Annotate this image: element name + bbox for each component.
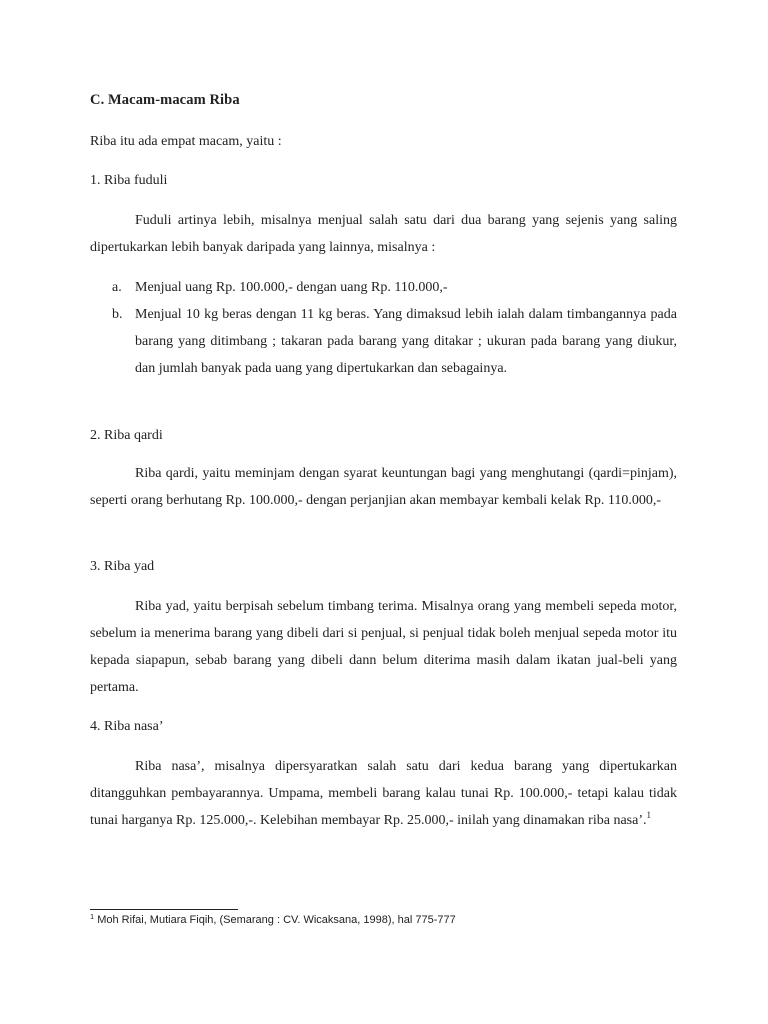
nasa-paragraph-text: Riba nasa’, misalnya dipersyaratkan salah satu dari kedua barang yang dipertukarkan ditangguhkan pembayarannya. Umpama, membeli barang kalau tunai Rp. 100.000,- tetapi kalau tidak tunai harganya Rp. 125.000,-. Kelebihan membayar Rp. 25.000,- inilah yang dinamakan riba nasa’. <box>90 759 677 828</box>
nasa-title: 4. Riba nasa’ <box>90 719 164 734</box>
list-item <box>90 301 677 382</box>
document-page <box>90 0 677 1024</box>
yad-title: 3. Riba yad <box>90 559 155 574</box>
list-item-text: Menjual 10 kg beras dengan 11 kg beras. Yang dimaksud lebih ialah dalam timbangannya pada barang yang ditimbang ; takaran pada barang yang ditakar ; ukuran pada barang yang diukur, dan jumlah banyak pada uang yang dipertukarkan dan sebagainya. <box>135 307 677 376</box>
section-heading: C. Macam-macam Riba <box>90 92 240 108</box>
list-item <box>90 274 677 301</box>
footnote <box>90 914 456 926</box>
footnote-number: 1 <box>90 912 95 921</box>
list-marker: a. <box>112 280 122 295</box>
intro-text: Riba itu ada empat macam, yaitu : <box>90 134 282 149</box>
footnote-separator <box>90 909 238 910</box>
qardi-title: 2. Riba qardi <box>90 428 163 443</box>
fuduli-paragraph: Fuduli artinya lebih, misalnya menjual salah satu dari dua barang yang sejenis yang saling dipertukarkan lebih banyak daripada yang lainnya, misalnya : <box>90 213 677 255</box>
fuduli-title: 1. Riba fuduli <box>90 173 168 188</box>
list-marker: b. <box>112 307 123 322</box>
footnote-text: Moh Rifai, Mutiara Fiqih, (Semarang : CV. Wicaksana, 1998), hal 775-777 <box>94 914 456 926</box>
list-item-text: Menjual uang Rp. 100.000,- dengan uang Rp. 110.000,- <box>135 280 448 295</box>
yad-paragraph: Riba yad, yaitu berpisah sebelum timbang terima. Misalnya orang yang membeli sepeda motor, sebelum ia menerima barang yang dibeli dari si penjual, si penjual tidak boleh menjual sepeda motor itu kepada siapapun, sebab barang yang dibeli dann belum diterima masih dalam ikatan jual-beli yang pertama. <box>90 599 677 695</box>
nasa-paragraph <box>90 753 677 834</box>
fuduli-examples-list <box>90 274 677 382</box>
footnote-reference: 1 <box>646 810 651 820</box>
qardi-paragraph: Riba qardi, yaitu meminjam dengan syarat keuntungan bagi yang menghutangi (qardi=pinjam), seperti orang berhutang Rp. 100.000,- dengan perjanjian akan membayar kembali kelak Rp. 110.000,- <box>90 466 677 508</box>
